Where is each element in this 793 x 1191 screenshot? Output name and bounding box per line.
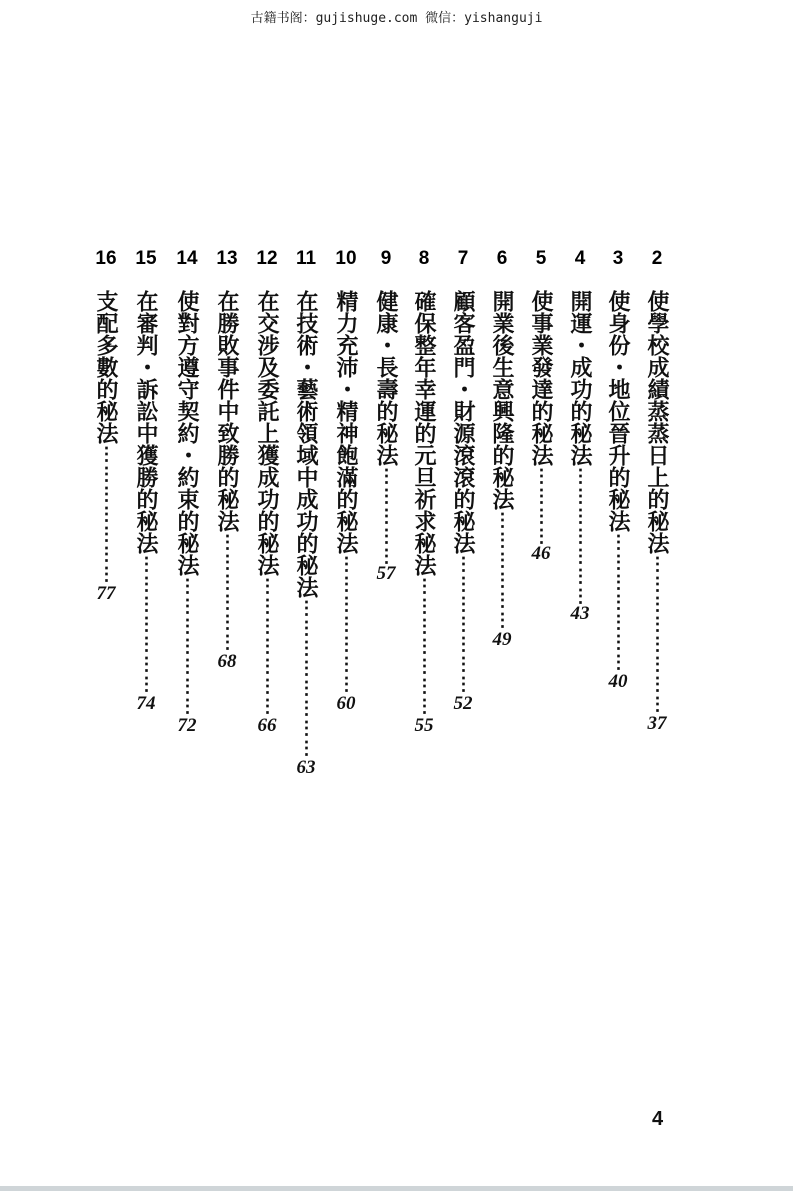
toc-entry-title: 顧客盈門・財源滾滾的秘法 bbox=[450, 290, 476, 554]
toc-entry-number: 9 bbox=[380, 248, 392, 269]
dot-leader: ⋮⋮⋮⋮⋮⋮⋮ bbox=[570, 466, 591, 606]
toc-entry-title: 在交涉及委託上獲成功的秘法 bbox=[254, 290, 280, 576]
toc-entry-page: 43 bbox=[570, 603, 590, 624]
toc-entry bbox=[446, 248, 480, 714]
toc-entry bbox=[485, 248, 519, 650]
dot-leader: ⋮⋮⋮⋮⋮⋮⋮ bbox=[136, 554, 157, 694]
toc-entry-title: 開業後生意興隆的秘法 bbox=[489, 290, 515, 510]
toc-entry-number: 8 bbox=[418, 248, 430, 269]
toc-entry bbox=[170, 248, 204, 736]
toc-entry-number: 11 bbox=[295, 248, 317, 269]
toc-entry-number: 6 bbox=[496, 248, 508, 269]
toc-entry-number: 10 bbox=[335, 248, 357, 269]
toc-entry-number: 16 bbox=[95, 248, 117, 269]
toc-entry bbox=[329, 248, 363, 714]
toc-entry-page: 57 bbox=[376, 563, 396, 584]
toc-entry-page: 37 bbox=[647, 713, 667, 734]
toc-entry bbox=[407, 248, 441, 736]
toc-entry-number: 13 bbox=[216, 248, 238, 269]
toc-entry-number: 5 bbox=[535, 248, 547, 269]
dot-leader: ⋮⋮⋮⋮ bbox=[531, 466, 552, 546]
toc-entry-title: 使對方遵守契約・約束的秘法 bbox=[174, 290, 200, 576]
toc-entry-page: 74 bbox=[136, 693, 156, 714]
toc-entry-page: 63 bbox=[296, 757, 316, 778]
toc-entry-title: 使事業發達的秘法 bbox=[528, 290, 554, 466]
dot-leader: ⋮⋮⋮⋮⋮⋮⋮ bbox=[336, 554, 357, 694]
toc-entry-title: 使身份・地位晉升的秘法 bbox=[605, 290, 631, 532]
toc-entry-page: 40 bbox=[608, 671, 628, 692]
toc-entry bbox=[129, 248, 163, 714]
toc-entry-page: 52 bbox=[453, 693, 473, 714]
dot-leader: ⋮⋮⋮⋮⋮⋮⋮ bbox=[177, 576, 198, 716]
dot-leader: ⋮⋮⋮⋮⋮⋮⋮⋮ bbox=[647, 554, 668, 714]
toc-entry-title: 確保整年幸運的元旦祈求秘法 bbox=[411, 290, 437, 576]
dot-leader: ⋮⋮⋮⋮⋮⋮ bbox=[492, 510, 513, 630]
page-number: 4 bbox=[652, 1108, 664, 1130]
toc-entry-number: 14 bbox=[176, 248, 198, 269]
toc-entry-page: 55 bbox=[414, 715, 434, 736]
toc-entry bbox=[210, 248, 244, 672]
toc-entry-number: 3 bbox=[612, 248, 624, 269]
toc-entry-page: 60 bbox=[336, 693, 356, 714]
toc-entry bbox=[89, 248, 123, 604]
toc-entry-number: 7 bbox=[457, 248, 469, 269]
toc-entry-number: 12 bbox=[256, 248, 278, 269]
dot-leader: ⋮⋮⋮⋮⋮⋮⋮ bbox=[414, 576, 435, 716]
toc-entry bbox=[601, 248, 635, 692]
toc-entry-page: 72 bbox=[177, 715, 197, 736]
toc-entry-title: 使學校成績蒸蒸日上的秘法 bbox=[644, 290, 670, 554]
toc-entry bbox=[369, 248, 403, 584]
toc-entry-page: 68 bbox=[217, 651, 237, 672]
toc-entry bbox=[524, 248, 558, 564]
toc-entry-title: 精力充沛・精神飽滿的秘法 bbox=[333, 290, 359, 554]
dot-leader: ⋮⋮⋮⋮⋮⋮⋮ bbox=[96, 444, 117, 584]
toc-entry-title: 在技術・藝術領域中成功的秘法 bbox=[293, 290, 319, 598]
toc-entry bbox=[640, 248, 674, 734]
toc-entry bbox=[250, 248, 284, 736]
toc-entry-title: 在審判・訴訟中獲勝的秘法 bbox=[133, 290, 159, 554]
toc-entry-title: 開運・成功的秘法 bbox=[567, 290, 593, 466]
dot-leader: ⋮⋮⋮⋮⋮⋮⋮⋮ bbox=[296, 598, 317, 758]
toc-entry-page: 46 bbox=[531, 543, 551, 564]
toc-entry bbox=[563, 248, 597, 624]
dot-leader: ⋮⋮⋮⋮⋮⋮⋮ bbox=[608, 532, 629, 672]
toc-entry-page: 66 bbox=[257, 715, 277, 736]
toc-entry-title: 支配多數的秘法 bbox=[93, 290, 119, 444]
toc-entry-number: 2 bbox=[651, 248, 663, 269]
bottom-divider bbox=[0, 1186, 793, 1191]
toc-entry bbox=[289, 248, 323, 778]
toc-entry-page: 77 bbox=[96, 583, 116, 604]
toc-entry-number: 15 bbox=[135, 248, 157, 269]
dot-leader: ⋮⋮⋮⋮⋮⋮⋮ bbox=[453, 554, 474, 694]
toc-entry-number: 4 bbox=[574, 248, 586, 269]
watermark-header: 古籍书阁：gujishuge.com 微信：yishanguji bbox=[250, 11, 543, 26]
toc-entry-page: 49 bbox=[492, 629, 512, 650]
dot-leader: ⋮⋮⋮⋮⋮⋮⋮ bbox=[257, 576, 278, 716]
toc-entry-title: 健康・長壽的秘法 bbox=[373, 290, 399, 466]
toc-entry-title: 在勝敗事件中致勝的秘法 bbox=[214, 290, 240, 532]
dot-leader: ⋮⋮⋮⋮⋮ bbox=[376, 466, 397, 566]
dot-leader: ⋮⋮⋮⋮⋮⋮ bbox=[217, 532, 238, 652]
